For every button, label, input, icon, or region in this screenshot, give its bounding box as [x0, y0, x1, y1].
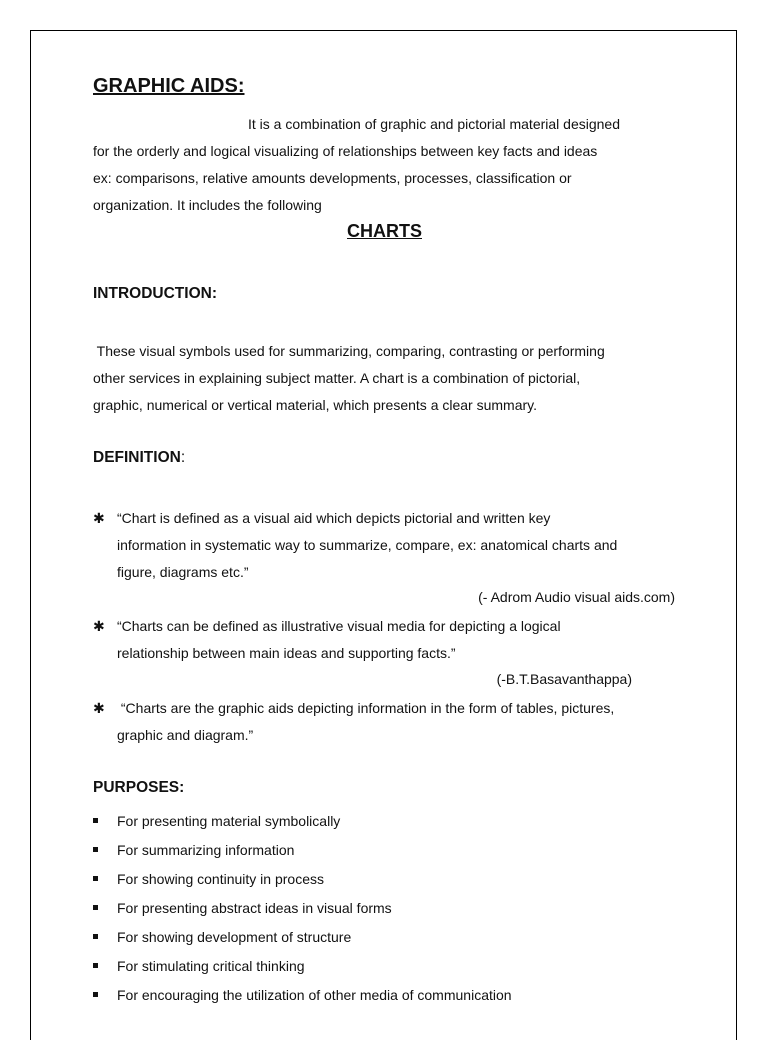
introduction-line: These visual symbols used for summarizing, comparing, contrasting or performing	[93, 343, 605, 359]
purpose-text: For summarizing information	[117, 842, 295, 858]
square-bullet-icon	[93, 992, 98, 997]
asterisk-bullet-icon: ✱	[93, 510, 105, 526]
definition-quote	[117, 613, 561, 667]
definition-heading-text: DEFINITION	[93, 449, 181, 466]
definition-line: “Chart is defined as a visual aid which depicts pictorial and written key	[117, 510, 551, 526]
document-title: GRAPHIC AIDS:	[93, 75, 245, 97]
definition-quote	[117, 695, 614, 749]
intro-paragraph	[93, 138, 597, 219]
document-page	[30, 30, 737, 1040]
intro-line: organization. It includes the following	[93, 197, 322, 213]
purposes-heading: PURPOSES:	[93, 779, 185, 796]
definition-line: graphic and diagram.”	[117, 727, 254, 743]
square-bullet-icon	[93, 818, 98, 823]
square-bullet-icon	[93, 905, 98, 910]
definition-line: “Charts are the graphic aids depicting information in the form of tables, pictures,	[117, 700, 615, 716]
definition-line: figure, diagrams etc.”	[117, 564, 249, 580]
introduction-line: other services in explaining subject matter. A chart is a combination of pictorial,	[93, 370, 581, 386]
square-bullet-icon	[93, 847, 98, 852]
purpose-text: For presenting material symbolically	[117, 813, 341, 829]
intro-line: ex: comparisons, relative amounts developments, processes, classification or	[93, 170, 572, 186]
square-bullet-icon	[93, 876, 98, 881]
definition-citation: (-B.T.Basavanthappa)	[496, 671, 632, 687]
definition-citation: (- Adrom Audio visual aids.com)	[478, 589, 675, 605]
purpose-text: For presenting abstract ideas in visual forms	[117, 900, 392, 916]
purpose-text: For showing continuity in process	[117, 871, 324, 887]
asterisk-bullet-icon: ✱	[93, 700, 105, 716]
purpose-text: For showing development of structure	[117, 929, 352, 945]
purpose-text: For stimulating critical thinking	[117, 958, 305, 974]
introduction-heading: INTRODUCTION:	[93, 285, 217, 302]
intro-line: for the orderly and logical visualizing of relationships between key facts and ideas	[93, 143, 598, 159]
definition-line: “Charts can be defined as illustrative visual media for depicting a logical	[117, 618, 561, 634]
section-title-charts: CHARTS	[347, 221, 422, 241]
introduction-paragraph	[93, 338, 605, 419]
intro-lead-line: It is a combination of graphic and pictorial material designed	[248, 116, 620, 132]
asterisk-bullet-icon: ✱	[93, 618, 105, 634]
purpose-text: For encouraging the utilization of other media of communication	[117, 987, 512, 1003]
definition-line: relationship between main ideas and supporting facts.”	[117, 645, 456, 661]
square-bullet-icon	[93, 963, 98, 968]
definition-heading	[93, 449, 185, 467]
definition-quote	[117, 505, 617, 586]
definition-line: information in systematic way to summarize, compare, ex: anatomical charts and	[117, 537, 618, 553]
definition-heading-colon: :	[180, 449, 186, 466]
introduction-line: graphic, numerical or vertical material, which presents a clear summary.	[93, 397, 538, 413]
square-bullet-icon	[93, 934, 98, 939]
